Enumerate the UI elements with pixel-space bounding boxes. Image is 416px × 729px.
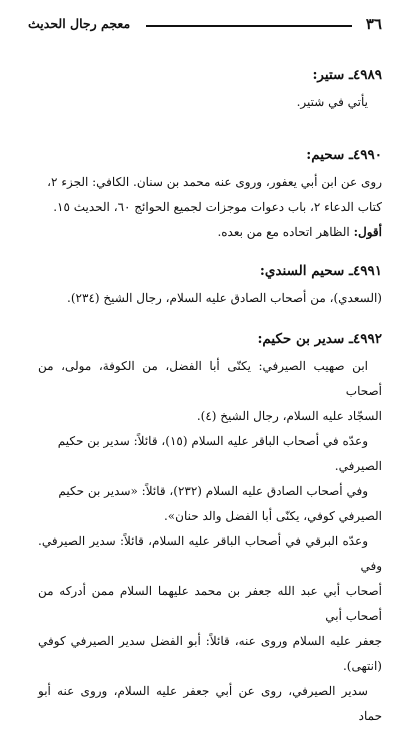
entry-4990 bbox=[38, 144, 382, 238]
entry-heading: ٤٩٩٢ـ سدير بن حكيم: bbox=[257, 331, 382, 347]
entry-text-line: ابن صهيب الصيرفي: يكنّى أبا الفضل، من الكوفة، مولى، من أصحاب bbox=[38, 359, 382, 398]
entry-heading: ٤٩٩٠ـ سحيم: bbox=[306, 147, 382, 163]
note-text: الظاهر اتحاده مع من بعده. bbox=[217, 225, 350, 239]
entry-text-line: وفي أصحاب الصادق عليه السلام (٢٣٢)، قائلاً: «سدير بن حكيم bbox=[58, 484, 368, 498]
entry-4991 bbox=[38, 260, 382, 304]
page-body bbox=[38, 64, 382, 729]
entry-text-line: روى عن ابن أبي يعفور، وروى عنه محمد بن سنان. الكافي: الجزء ٢، bbox=[47, 175, 382, 189]
page-header bbox=[28, 13, 382, 35]
note-label: أقول: bbox=[353, 225, 382, 239]
entry-text-line: السجّاد عليه السلام، رجال الشيخ (٤). bbox=[196, 409, 382, 423]
entry-text-line: سدير الصيرفي، روى عن أبي جعفر عليه السلام، وروى عنه أبو حماد bbox=[38, 684, 382, 723]
page-number: ٣٦ bbox=[365, 15, 382, 33]
entry-heading: ٤٩٨٩ـ ستير: bbox=[312, 67, 382, 83]
entry-heading: ٤٩٩١ـ سحيم السندي: bbox=[259, 263, 382, 279]
entry-text-line: كتاب الدعاء ٢، باب دعوات موجزات لجميع الحوائج ٦٠، الحديث ١٥. bbox=[53, 200, 382, 214]
entry-text-line: يأتي في شتير. bbox=[296, 95, 368, 109]
entry-text-line: الصيرفي. bbox=[334, 459, 382, 473]
entry-note bbox=[38, 220, 382, 245]
header-rule bbox=[146, 25, 352, 27]
running-title: معجم رجال الحديث bbox=[28, 16, 131, 31]
entry-text-line: أصحاب أبي عبد الله جعفر بن محمد عليهما السلام ممن أدركه من أصحاب أبي bbox=[38, 584, 382, 623]
entry-text-line: جعفر عليه السلام وروى عنه، قائلاً: أبو الفضل سدير الصيرفي كوفي (انتهى). bbox=[38, 634, 382, 673]
entry-text-line: وعدّه البرقي في أصحاب الباقر عليه السلام، قائلاً: سدير الصيرفي. وفي bbox=[38, 534, 382, 573]
entry-text-line: وعدّه في أصحاب الباقر عليه السلام (١٥)، قائلاً: سدير بن حكيم bbox=[57, 434, 368, 448]
entry-4989 bbox=[38, 64, 382, 118]
entry-text-line: (السعدي)، من أصحاب الصادق عليه السلام، رجال الشيخ (٢٣٤). bbox=[67, 291, 382, 305]
entry-4992 bbox=[38, 328, 382, 729]
entry-text-line: الصيرفي كوفي، يكنّى أبا الفضل والد حنان». bbox=[163, 509, 382, 523]
